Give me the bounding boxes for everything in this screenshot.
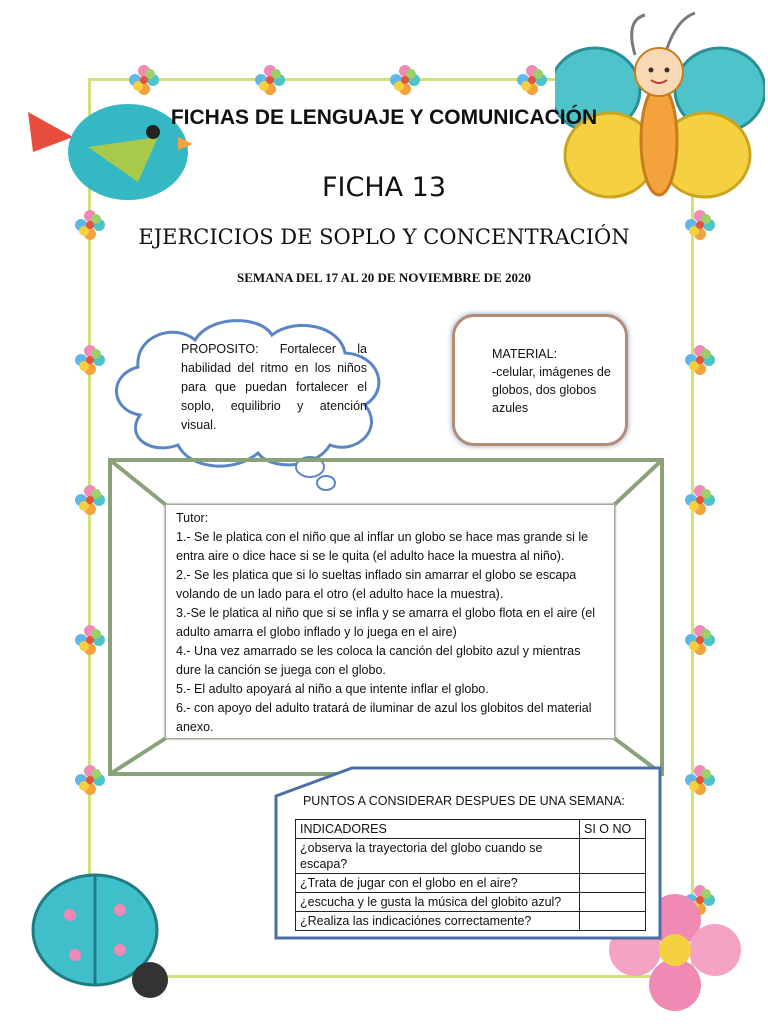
indicator-cell: ¿observa la trayectoria del globo cuando se escapa? (296, 839, 580, 874)
ficha-number: FICHA 13 (321, 172, 447, 203)
tutor-heading: Tutor: (176, 511, 209, 525)
tutor-step: 5.- El adulto apoyará al niño a que intente inflar el globo. (176, 682, 489, 696)
tutor-step: 3.-Se le platica al niño que si se infla y se amarra el globo flota en el aire (el adulto amarra el globo inflado y lo juega en el aire) (176, 606, 595, 639)
indicator-cell: ¿Realiza las indicaciónes correctamente? (296, 912, 580, 931)
answer-cell[interactable] (580, 893, 646, 912)
answer-cell[interactable] (580, 839, 646, 874)
indicators-table (295, 819, 646, 931)
ladybug-icon (20, 830, 190, 1000)
table-row (296, 839, 646, 874)
table-header-row (296, 820, 646, 839)
tutor-instructions (176, 509, 608, 737)
tutor-step: 6.- con apoyo del adulto tratará de iluminar de azul los globitos del material anexo. (176, 701, 592, 734)
tutor-step: 2.- Se les platica que si lo sueltas inflado sin amarrar el globo se escapa volando de un lado para el otro (el adulto hace la muestra). (176, 568, 577, 601)
material-text (492, 345, 612, 417)
activity-title: EJERCICIOS DE SOPLO Y CONCENTRACIÓN (138, 225, 630, 249)
points-title: PUNTOS A CONSIDERAR DESPUES DE UNA SEMANA: (302, 794, 626, 808)
answer-cell[interactable] (580, 912, 646, 931)
answer-cell[interactable] (580, 874, 646, 893)
material-heading: MATERIAL: (492, 347, 558, 361)
page-title: FICHAS DE LENGUAJE Y COMUNICACIÓN (170, 106, 598, 129)
tutor-step: 1.- Se le platica con el niño que al inflar un globo se hace mas grande si le entra aire o dice hace si se le quita (el adulto hace la muestra al niño). (176, 530, 589, 563)
table-row (296, 874, 646, 893)
header-si-o-no: SI O NO (580, 820, 646, 839)
table-row (296, 893, 646, 912)
table-row (296, 912, 646, 931)
purpose-text: PROPOSITO: Fortalecer la habilidad del ritmo en los niños para que puedan fortalecer el soplo, equilibrio y atención visual. (181, 342, 367, 432)
material-list: -celular, imágenes de globos, dos globos azules (492, 365, 611, 415)
tutor-step: 4.- Una vez amarrado se les coloca la canción del globito azul y mientras dure la canción se juega con el globo. (176, 644, 581, 677)
indicator-cell: ¿Trata de jugar con el globo en el aire? (296, 874, 580, 893)
week-label: SEMANA DEL 17 AL 20 DE NOVIEMBRE DE 2020 (237, 270, 531, 285)
indicator-cell: ¿escucha y le gusta la música del globito azul? (296, 893, 580, 912)
header-indicadores: INDICADORES (296, 820, 580, 839)
